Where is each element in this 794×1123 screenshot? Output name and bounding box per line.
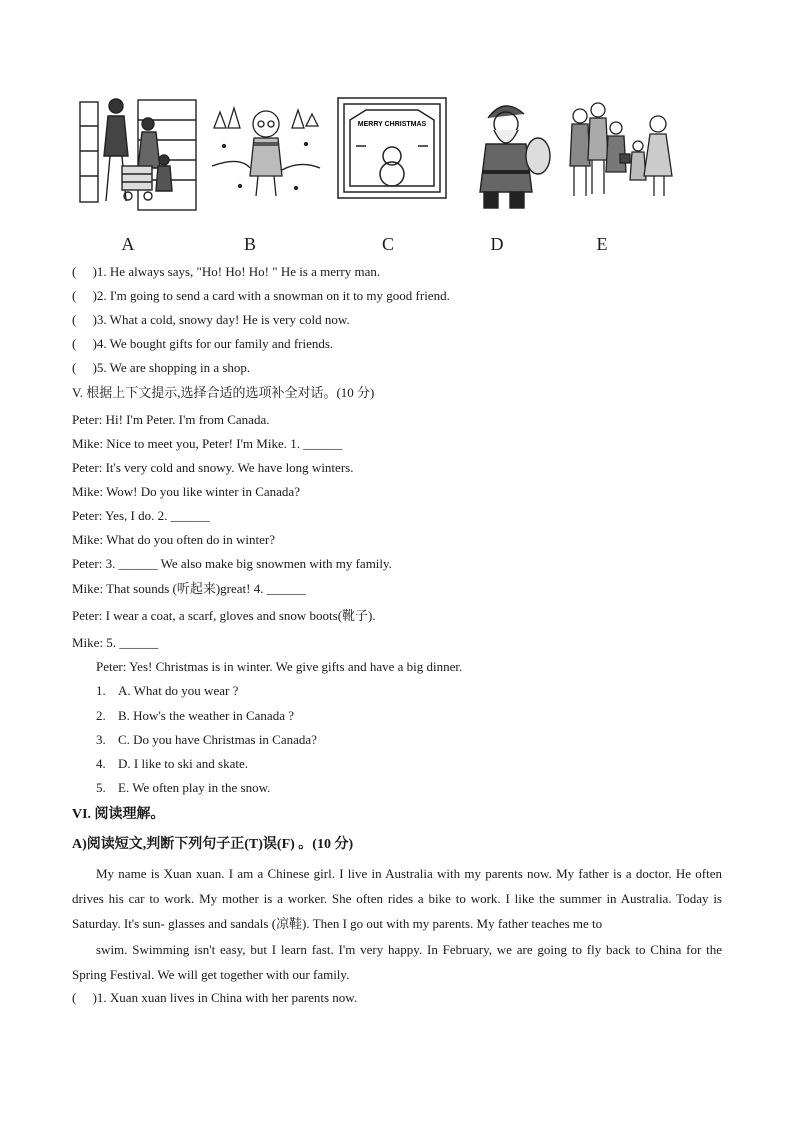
option-number: 4. — [96, 756, 106, 771]
picture-label-e: E — [596, 234, 608, 254]
option-number: 2. — [96, 708, 106, 723]
matching-q1: ( )1. He always says, "Ho! Ho! Ho! " He is a merry man. — [72, 264, 381, 279]
passage-paragraph-2: swim. Swimming isn't easy, but I learn fast. I'm very happy. In February, we are going to fly back to China for the Spring Festival. We will get together with our family. — [72, 942, 722, 982]
picture-c-christmas-card — [336, 96, 448, 200]
picture-label-b: B — [243, 234, 256, 254]
option-number: 3. — [96, 732, 106, 747]
section-vi-subheading: A)阅读短文,判断下列句子正(T)误(F) 。(10 分) — [72, 837, 354, 852]
option-row-5 — [96, 779, 270, 797]
dialogue-line-6: Mike: What do you often do in winter? — [72, 532, 276, 547]
picture-a-shopping — [78, 96, 198, 214]
option-row-2 — [96, 707, 294, 725]
christmas-card-illustration — [336, 96, 448, 200]
dialogue-line-8: Mike: That sounds (听起来)great! 4. ______ — [72, 581, 306, 596]
dialogue-line-3: Peter: It's very cold and snowy. We have long winters. — [72, 460, 354, 475]
matching-q5: ( )5. We are shopping in a shop. — [72, 360, 251, 375]
option-text: E. We often play in the snow. — [118, 780, 271, 795]
option-row-3 — [96, 731, 317, 749]
dialogue-line-1: Peter: Hi! I'm Peter. I'm from Canada. — [72, 412, 270, 427]
section-vi-heading: VI. 阅读理解。 — [72, 807, 165, 822]
option-text: A. What do you wear ? — [118, 683, 239, 698]
option-number: 1. — [96, 683, 106, 698]
picture-b-cold-boy — [210, 96, 322, 214]
picture-label-c: C — [381, 234, 394, 254]
option-row-4 — [96, 755, 248, 773]
picture-e-family-gifts — [554, 96, 678, 214]
matching-q3: ( )3. What a cold, snowy day! He is very cold now. — [72, 312, 350, 327]
picture-strip — [72, 96, 692, 256]
option-text: C. Do you have Christmas in Canada? — [118, 732, 317, 747]
shopping-family-illustration — [78, 96, 198, 214]
passage-paragraph-1: My name is Xuan xuan. I am a Chinese girl. I live in Australia with my parents now. My father is a doctor. He often drives his car to work. My mother is a worker. She often rides a bike to work. I like the summer in Australia. Today is Saturday. It's sun- glasses and sandals (凉鞋). Then I go out with my parents. My father teaches me to — [72, 866, 722, 931]
option-row-1 — [96, 682, 238, 700]
dialogue-line-9: Peter: I wear a coat, a scarf, gloves and snow boots(靴子). — [72, 608, 376, 623]
reading-q1: ( )1. Xuan xuan lives in China with her parents now. — [72, 990, 358, 1005]
card-text: MERRY CHRISTMAS — [357, 121, 427, 128]
matching-q2: ( )2. I'm going to send a card with a snowman on it to my good friend. — [72, 288, 450, 303]
section-v-heading: V. 根据上下文提示,选择合适的选项补全对话。(10 分) — [72, 385, 375, 400]
matching-q4: ( )4. We bought gifts for our family and friends. — [72, 336, 334, 351]
santa-illustration — [468, 96, 552, 214]
picture-label-a: A — [121, 234, 135, 254]
picture-label-d: D — [490, 234, 504, 254]
cold-boy-illustration — [210, 96, 322, 214]
dialogue-line-7: Peter: 3. ______ We also make big snowmen with my family. — [72, 556, 392, 571]
option-text: D. I like to ski and skate. — [118, 756, 248, 771]
dialogue-line-5: Peter: Yes, I do. 2. ______ — [72, 508, 210, 523]
dialogue-line-4: Mike: Wow! Do you like winter in Canada? — [72, 484, 300, 499]
dialogue-final-line: Peter: Yes! Christmas is in winter. We give gifts and have a big dinner. — [96, 659, 463, 674]
option-text: B. How's the weather in Canada ? — [118, 708, 294, 723]
dialogue-line-2: Mike: Nice to meet you, Peter! I'm Mike. 1. ______ — [72, 436, 343, 451]
option-number: 5. — [96, 780, 106, 795]
picture-d-santa — [468, 96, 552, 214]
family-gifts-illustration — [554, 96, 678, 214]
dialogue-line-10: Mike: 5. ______ — [72, 635, 159, 650]
